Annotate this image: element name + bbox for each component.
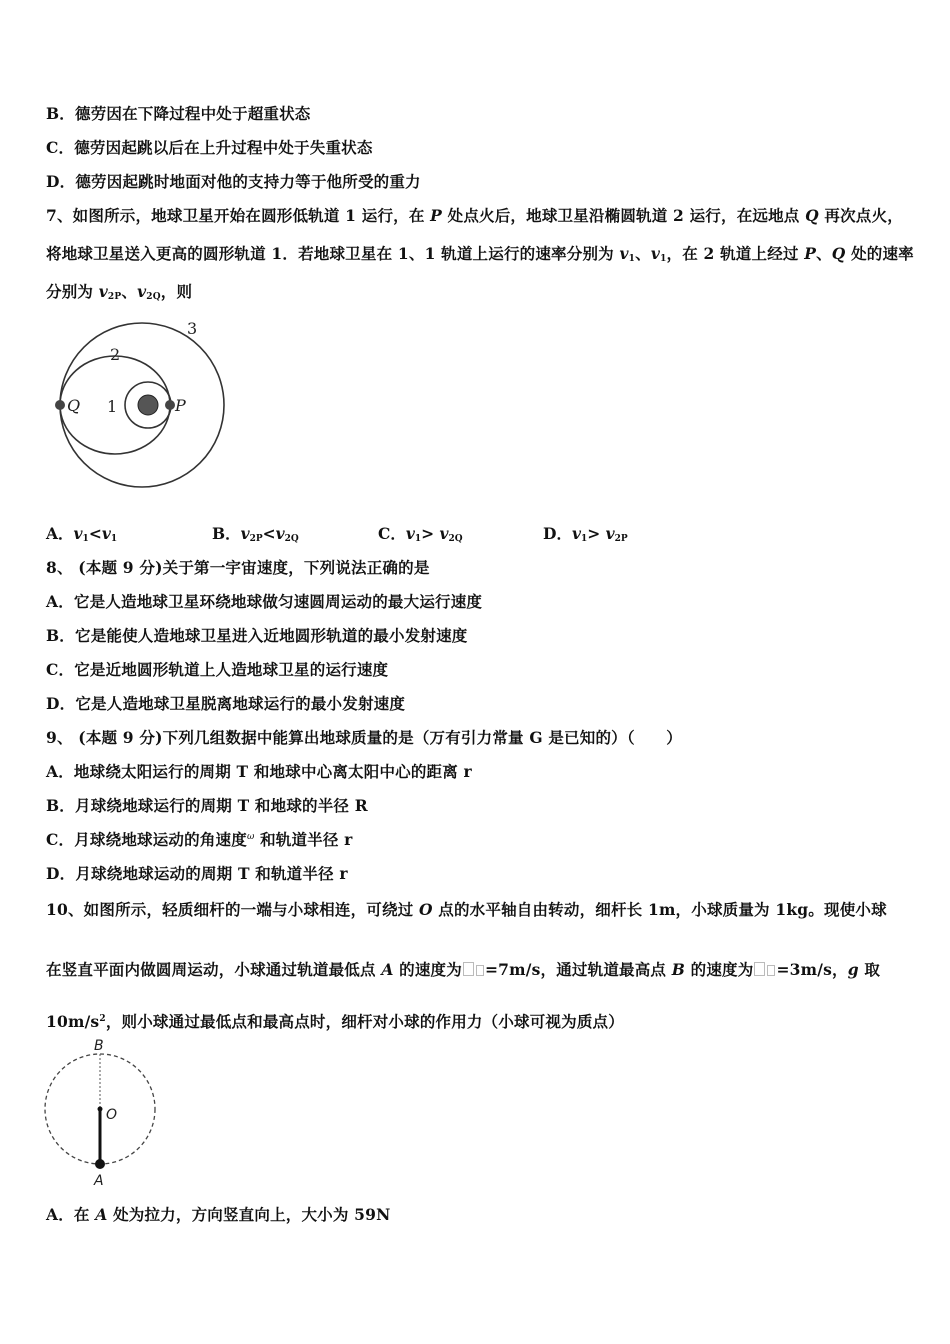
- q8-stem: 8、 (本题 9 分)关于第一宇宙速度，下列说法正确的是: [46, 558, 430, 577]
- q7-var-v: v: [650, 244, 661, 263]
- q7-text: 、: [635, 244, 651, 263]
- operator: <: [262, 524, 276, 543]
- q7-text: 再次点火，: [818, 206, 903, 225]
- point-q: [55, 400, 65, 410]
- sub: 2P: [249, 534, 263, 544]
- q10-text: ，则小球通过最低点和最高点时，细杆对小球的作用力（小球可视为质点）: [105, 1012, 624, 1031]
- q10-stem-line2: [46, 958, 880, 980]
- var-v: v: [101, 524, 111, 543]
- q10-var-a: A: [95, 1205, 108, 1224]
- q10-text: A．在: [46, 1205, 96, 1224]
- superscript: 2: [99, 1014, 106, 1024]
- q7-stem-line2: [46, 242, 914, 264]
- var-v: v: [405, 524, 415, 543]
- q9-text: 和轨道半径 r: [254, 830, 353, 849]
- label-p: P: [175, 396, 186, 415]
- ball: [95, 1159, 105, 1169]
- q10-text: =7m/s，通过轨道最高点: [484, 960, 672, 979]
- option-prefix: C．: [378, 524, 406, 543]
- operator: >: [421, 524, 440, 543]
- sub: 1: [82, 534, 89, 544]
- var-v: v: [439, 524, 449, 543]
- operator: <: [88, 524, 102, 543]
- option-prefix: D．: [543, 524, 572, 543]
- q9-stem: 9、 (本题 9 分)下列几组数据中能算出地球质量的是（万有引力常量 G 是已知的）（ ）: [46, 728, 682, 747]
- q7-var-q: Q: [805, 206, 819, 225]
- q10-text: 10m/s: [46, 1012, 100, 1031]
- q10-text: 取: [858, 960, 881, 979]
- prev-option-b: B．德劳因在下降过程中处于超重状态: [46, 104, 311, 123]
- q10-var-o: O: [418, 900, 433, 919]
- q7-option-d: [543, 522, 628, 544]
- var-v: v: [571, 524, 581, 543]
- q7-text: 、: [121, 282, 138, 301]
- q7-option-a: [46, 522, 117, 544]
- pivot-o: [98, 1107, 103, 1112]
- sub: 2Q: [284, 534, 299, 544]
- q10-text: 处为拉力，方向竖直向上，大小为 59N: [107, 1205, 391, 1224]
- operator: >: [587, 524, 606, 543]
- q7-text: 分别为: [46, 282, 99, 301]
- q7-sub: 1: [660, 254, 667, 264]
- var-v: v: [605, 524, 615, 543]
- label-o: O: [106, 1107, 118, 1123]
- label-1: 1: [107, 397, 118, 416]
- q7-stem-line1: [46, 204, 903, 226]
- q7-text: 将地球卫星送入更高的圆形轨道 1．若地球卫星在 1、1 轨道上运行的速率分别为: [46, 244, 620, 263]
- q10-var-b: B: [671, 960, 686, 979]
- q10-option-a: [46, 1203, 391, 1225]
- q7-text: 处的速率: [845, 244, 914, 263]
- q9-text: C．月球绕地球运动的角速度: [46, 830, 247, 849]
- q7-var-v: v: [98, 282, 108, 301]
- q10-text: 的速度为: [393, 960, 462, 979]
- option-prefix: A．: [46, 524, 74, 543]
- missing-glyph-box: [754, 962, 765, 976]
- q7-text: 、: [816, 244, 832, 263]
- prev-option-d: D．德劳因起跳时地面对他的支持力等于他所受的重力: [46, 172, 421, 191]
- q9-option-a: A．地球绕太阳运行的周期 T 和地球中心离太阳中心的距离 r: [46, 762, 472, 781]
- q10-stem-line1: [46, 898, 887, 920]
- earth: [138, 395, 158, 415]
- q7-sub: 2P: [107, 292, 122, 302]
- q10-text: 10、如图所示，轻质细杆的一端与小球相连，可绕过: [46, 900, 419, 919]
- q10-text: 在竖直平面内做圆周运动，小球通过轨道最低点: [46, 960, 382, 979]
- q10-var-g: g: [847, 960, 859, 979]
- sub: 2Q: [448, 534, 463, 544]
- missing-glyph-box: [463, 962, 474, 976]
- q7-var-v: v: [619, 244, 629, 263]
- omega-symbol: ω: [246, 832, 255, 842]
- label-a: A: [94, 1173, 104, 1189]
- q10-var-a: A: [381, 960, 394, 979]
- q7-text: 处点火后，地球卫星沿椭圆轨道 2 运行，在远地点: [442, 206, 806, 225]
- var-v: v: [275, 524, 285, 543]
- prev-option-c: C．德劳因起跳以后在上升过程中处于失重状态: [46, 138, 373, 157]
- q8-option-c: C．它是近地圆形轨道上人造地球卫星的运行速度: [46, 660, 389, 679]
- q9-option-b: B．月球绕地球运行的周期 T 和地球的半径 R: [46, 796, 368, 815]
- q9-option-c: [46, 828, 353, 850]
- q7-option-b: [212, 522, 299, 544]
- sub: 1: [110, 534, 118, 544]
- sub: 1: [580, 534, 588, 544]
- var-v: v: [240, 524, 250, 543]
- q8-option-d: D．它是人造地球卫星脱离地球运行的最小发射速度: [46, 694, 406, 713]
- sub: 2P: [614, 534, 628, 544]
- q10-circle-diagram: [40, 1036, 170, 1192]
- label-2: 2: [110, 345, 121, 364]
- q7-sub: 2Q: [146, 292, 161, 302]
- q9-option-d: D．月球绕地球运动的周期 T 和轨道半径 r: [46, 864, 348, 883]
- q10-text: 点的水平轴自由转动，细杆长 1m，小球质量为 1kg。现使小球: [432, 900, 887, 919]
- option-prefix: B．: [212, 524, 241, 543]
- q8-option-a: A．它是人造地球卫星环绕地球做匀速圆周运动的最大运行速度: [46, 592, 483, 611]
- missing-glyph-box: [767, 965, 775, 976]
- q7-var-p: P: [804, 244, 817, 263]
- q7-var-p: P: [430, 206, 443, 225]
- q7-var-v: v: [137, 282, 147, 301]
- label-b: B: [94, 1038, 104, 1054]
- q7-option-c: [378, 522, 463, 544]
- q10-text: =3m/s，: [776, 960, 848, 979]
- q10-text: 的速度为: [685, 960, 754, 979]
- q10-stem-line3: [46, 1010, 624, 1032]
- q7-orbit-diagram: [44, 312, 244, 502]
- label-3: 3: [187, 319, 198, 338]
- label-q: Q: [67, 396, 81, 415]
- q7-var-q: Q: [831, 244, 846, 263]
- q7-sub: 1: [628, 254, 636, 264]
- q7-stem-line3: [46, 280, 192, 302]
- q7-text: ，在 2 轨道上经过: [666, 244, 805, 263]
- q8-option-b: B．它是能使人造地球卫星进入近地圆形轨道的最小发射速度: [46, 626, 468, 645]
- missing-glyph-box: [476, 965, 484, 976]
- point-p: [165, 400, 175, 410]
- sub: 1: [414, 534, 422, 544]
- var-v: v: [73, 524, 83, 543]
- q7-text: 7、如图所示，地球卫星开始在圆形低轨道 1 运行，在: [46, 206, 431, 225]
- q7-text: ，则: [160, 282, 193, 301]
